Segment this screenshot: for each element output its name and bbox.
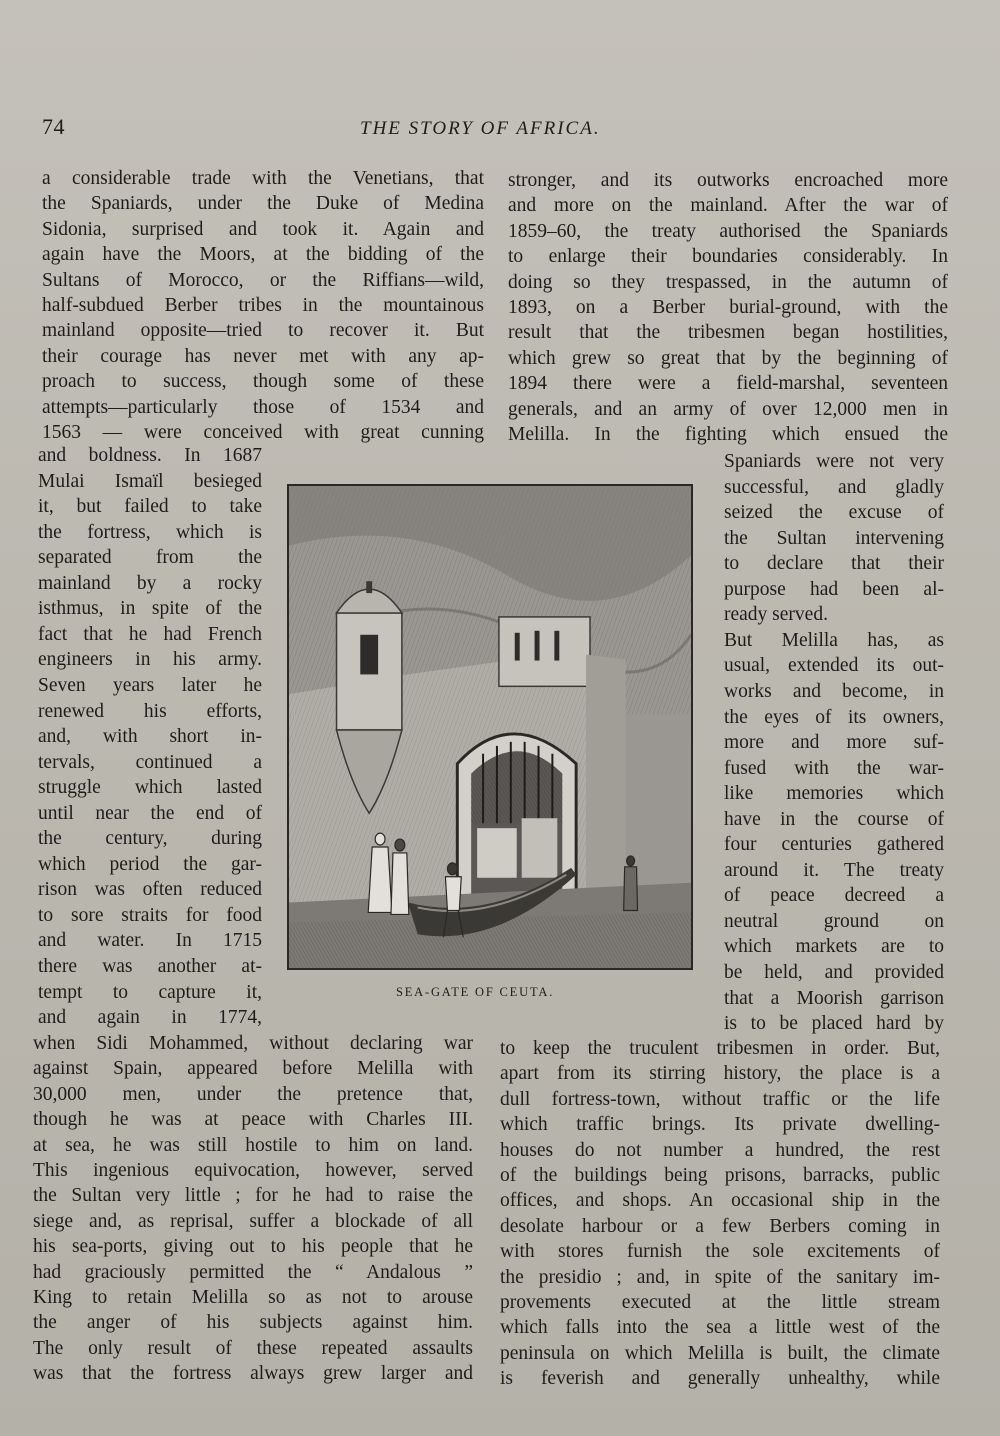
text-line: seized the excuse of	[724, 502, 944, 524]
text-line: tervals, continued a	[38, 751, 262, 773]
text-line: is feverish and generally unhealthy, while	[500, 1368, 940, 1390]
text-line: which markets are to	[724, 936, 944, 958]
text-line: Mulai Ismaïl besieged	[38, 470, 262, 492]
text-line: the eyes of its owners,	[724, 706, 944, 728]
text-line: 1859–60, the treaty authorised the Spaniards	[508, 220, 948, 242]
text-line: of peace decreed a	[724, 885, 944, 907]
text-line: a considerable trade with the Venetians, that	[42, 168, 484, 189]
text-line: ready served.	[724, 604, 828, 626]
text-line: again have the Moors, at the bidding of the	[42, 244, 484, 266]
text-line: that a Moorish garrison	[724, 987, 944, 1009]
text-line: though he was at peace with Charles III.	[33, 1109, 473, 1131]
text-line: the Spaniards, under the Duke of Medina	[42, 193, 484, 215]
text-line: generals, and an army of over 12,000 men in	[508, 398, 948, 420]
engraving-illustration	[287, 484, 693, 970]
text-line: Sultans of Morocco, or the Riffians—wild,	[42, 269, 484, 291]
text-line: fused with the war-	[724, 757, 944, 779]
text-line: which traffic brings. Its private dwelling-	[500, 1114, 940, 1136]
text-line: and again in 1774,	[38, 1007, 262, 1029]
text-line: Seven years later he	[38, 674, 262, 696]
text-line: rison was often reduced	[38, 879, 262, 901]
text-line: is to be placed hard by	[724, 1013, 944, 1035]
text-line: apart from its stirring history, the place is a	[500, 1063, 940, 1085]
text-line: the Sultan very little ; for he had to raise the	[33, 1185, 473, 1207]
text-line: which falls into the sea a little west of the	[500, 1317, 940, 1339]
text-line: more and more suf-	[724, 732, 944, 754]
text-line: desolate harbour or a few Berbers coming in	[500, 1215, 940, 1237]
text-line: mainland by a rocky	[38, 572, 262, 594]
text-line: successful, and gladly	[724, 476, 944, 498]
text-line: The only result of these repeated assaults	[33, 1337, 473, 1359]
text-line: the presidio ; and, in spite of the sanitary im-	[500, 1266, 940, 1288]
text-line: offices, and shops. An occasional ship in the	[500, 1190, 940, 1212]
text-line: the century, during	[38, 828, 262, 850]
text-line: This ingenious equivocation, however, served	[33, 1160, 473, 1181]
text-line: it, but failed to take	[38, 496, 262, 518]
text-line: 1894 there were a field-marshal, seventeen	[508, 373, 948, 395]
text-line: purpose had been al-	[724, 578, 944, 600]
text-line: four centuries gathered	[724, 834, 944, 856]
text-line: was that the fortress always grew larger and	[33, 1363, 473, 1385]
text-line: to declare that their	[724, 553, 944, 575]
page-number: 74	[42, 114, 65, 139]
text-line: Spaniards were not very	[724, 451, 944, 472]
text-line: siege and, as reprisal, suffer a blockade of all	[33, 1210, 473, 1232]
text-line: had graciously permitted the “ Andalous ”	[33, 1261, 473, 1283]
text-line: against Spain, appeared before Melilla with	[33, 1058, 473, 1080]
text-line: which grew so great that by the beginning of	[508, 347, 948, 369]
text-line: Melilla. In the fighting which ensued the	[508, 424, 948, 445]
text-line: King to retain Melilla so as not to arouse	[33, 1287, 473, 1308]
text-line: proach to success, though some of these	[42, 371, 484, 393]
text-line: their courage has never met with any ap-	[42, 345, 484, 367]
text-line: there was another at-	[38, 956, 262, 977]
text-line: usual, extended its out-	[724, 655, 944, 677]
text-line: around it. The treaty	[724, 859, 944, 881]
text-line: half-subdued Berber tribes in the mountainous	[42, 295, 484, 316]
text-line: But Melilla has, as	[724, 629, 944, 651]
text-line: the anger of his subjects against him.	[33, 1312, 473, 1334]
running-title: THE STORY OF AFRICA.	[360, 118, 601, 139]
text-line: to sore straits for food	[38, 904, 262, 926]
text-line: doing so they trespassed, in the autumn of	[508, 271, 948, 293]
text-line: neutral ground on	[724, 910, 944, 932]
text-line: 30,000 men, under the pretence that,	[33, 1083, 473, 1105]
sea-gate-engraving	[289, 486, 691, 968]
text-line: with stores furnish the sole excitements of	[500, 1241, 940, 1263]
text-line: and more on the mainland. After the war of	[508, 195, 948, 217]
text-line: tempt to capture it,	[38, 981, 262, 1003]
text-line: fact that he had French	[38, 623, 262, 645]
text-line: at sea, he was still hostile to him on land.	[33, 1134, 473, 1156]
text-line: renewed his efforts,	[38, 700, 262, 722]
text-line: engineers in his army.	[38, 649, 262, 671]
text-line: which period the gar-	[38, 853, 262, 875]
text-line: provements executed at the little stream	[500, 1292, 940, 1313]
text-line: dull fortress-town, without traffic or the life	[500, 1088, 940, 1110]
text-line: 1893, on a Berber burial-ground, with the	[508, 297, 948, 318]
text-line: works and become, in	[724, 680, 944, 702]
text-line: until near the end of	[38, 802, 262, 824]
text-line: Sidonia, surprised and took it. Again and	[42, 218, 484, 240]
text-line: struggle which lasted	[38, 777, 262, 799]
text-line: and boldness. In 1687	[38, 445, 262, 466]
text-line: isthmus, in spite of the	[38, 598, 262, 620]
text-line: mainland opposite—tried to recover it. But	[42, 320, 484, 342]
text-line: be held, and provided	[724, 962, 944, 983]
text-line: to enlarge their boundaries considerably. In	[508, 246, 948, 268]
text-line: stronger, and its outworks encroached more	[508, 170, 948, 191]
text-line: the Sultan intervening	[724, 527, 944, 549]
text-line: have in the course of	[724, 808, 944, 830]
text-line: and water. In 1715	[38, 930, 262, 952]
text-line: and, with short in-	[38, 726, 262, 748]
text-line: separated from the	[38, 547, 262, 569]
text-line: the fortress, which is	[38, 521, 262, 543]
text-line: result that the tribesmen began hostilities,	[508, 322, 948, 344]
figure-caption: SEA-GATE OF CEUTA.	[396, 985, 555, 999]
text-line: attempts—particularly those of 1534 and	[42, 396, 484, 418]
text-line: his sea-ports, giving out to his people that he	[33, 1236, 473, 1258]
text-line: when Sidi Mohammed, without declaring war	[33, 1033, 473, 1054]
text-line: like memories which	[724, 783, 944, 805]
text-line: peninsula on which Melilla is built, the climate	[500, 1342, 940, 1364]
text-line: to keep the truculent tribesmen in order. But,	[500, 1038, 940, 1059]
text-line: houses do not number a hundred, the rest	[500, 1139, 940, 1161]
text-line: 1563 — were conceived with great cunning	[42, 422, 484, 443]
text-line: of the buildings being prisons, barracks, public	[500, 1165, 940, 1186]
